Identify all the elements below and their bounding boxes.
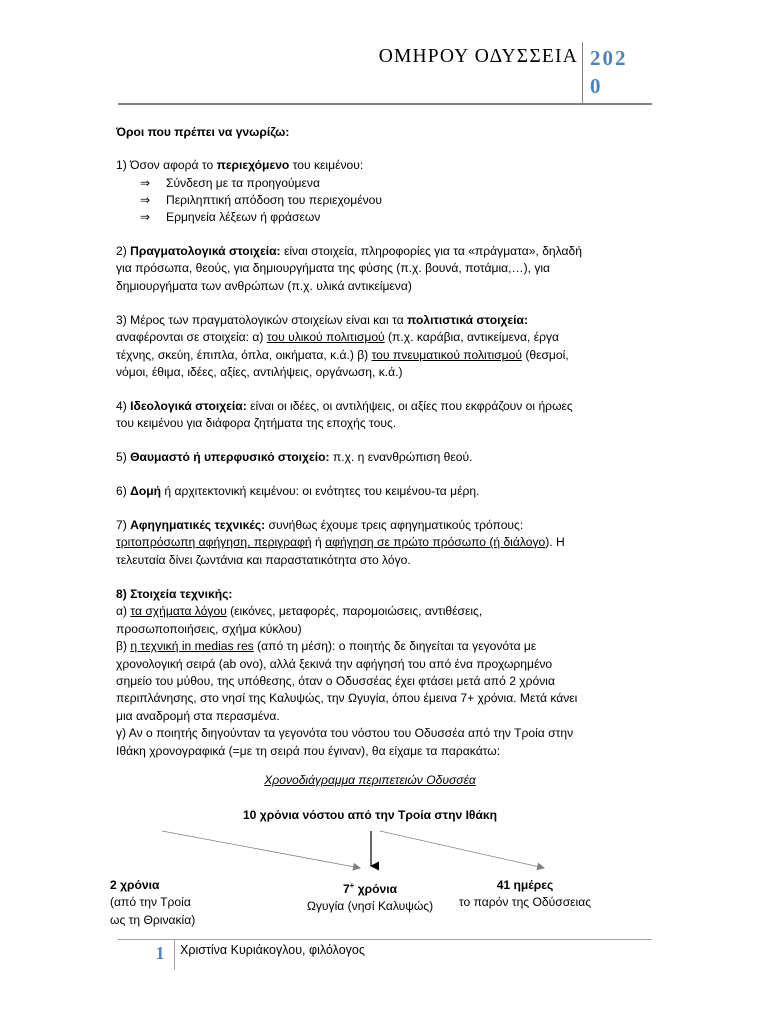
timeline-left: 2 χρόνια (από την Τροία ως τη Θρινακία) <box>110 878 196 927</box>
term-5: 5) Θαυμαστό ή υπερφυσικό στοιχείο: π.χ. η ενανθρώπιση θεού. <box>116 450 473 464</box>
footer-rule <box>118 939 652 940</box>
bullet-item: ⇒ Σύνδεση με τα προηγούμενα <box>140 175 320 192</box>
term-3: 3) Μέρος των πραγματολογικών στοιχείων είναι και τα πολιτιστικά στοιχεία: αναφέρονται σε στοιχεία: α) του υλικού πολιτισμού (π.χ. καράβια, αντικείμενα, έργα τέχνης, σκεύη, έπιπλα, όπλα, οικήματα, κ.ά.) β) του πνευματικού πολιτισμού (θεσμοί, νόμοι, έθιμα, ιδέες, αξίες, αντιλήψεις, οργάνωση, κ.ά.) <box>116 313 569 380</box>
term-1: 1) Όσον αφορά το περιεχόμενο του κειμένου: <box>116 158 364 172</box>
term-2: 2) Πραγματολογικά στοιχεία: είναι στοιχεία, πληροφορίες για τα «πράγματα», δηλαδή για πρόσωπα, θεούς, για δημιουργήματα της φύσης (π.χ. βουνά, ποτάμια,…), για δημιουργήματα των ανθρώπων (π.χ. υλικά αντικείμενα) <box>116 244 582 293</box>
term-8: 8) Στοιχεία τεχνικής: α) τα σχήματα λόγου (εικόνες, μεταφορές, παρομοιώσεις, αντιθέσεις, προσωποποιήσεις, σχήμα κύκλου) β) η τεχνική in medias res (από τη μέση): ο ποιητής δε διηγείται τα γεγονότα με χρονολογική σειρά (ab ovo), αλλά ξεκινά την αφήγησή του από ένα προχωρημένο σημείο του μύθου, της υπόθεσης, όταν ο Οδυσσέας έχει φτάσει μετά από 2 χρόνια περιπλάνησης, στο νησί της Καλυψώς, την Ωγυγία, όπου έμεινα 7+ χρόνια. Μετά κάνει μια αναδρομή στα περασμένα. γ) Αν ο ποιητής διηγούνταν τα γεγονότα του νόστου του Οδυσσέα από την Τροία στην Ιθάκη χρονογραφικά (=με τη σειρά που έγιναν), θα είχαμε τα παρακάτω: <box>116 587 578 758</box>
bullet-item: ⇒ Περιληπτική απόδοση του περιεχομένου <box>140 192 382 209</box>
footer-divider <box>174 940 175 970</box>
page-number: 1 <box>155 943 165 963</box>
footer-author: Χριστίνα Κυριάκογλου, φιλόλογος <box>180 943 365 957</box>
term-7: 7) Αφηγηματικές τεχνικές: συνήθως έχουμε τρεις αφηγηματικούς τρόπους: τριτοπρόσωπη αφήγηση, περιγραφή ή αφήγηση σε πρώτο πρόσωπο (ή διάλογο). Η τελευταία δίνει ζωντάνια και παραστατικότητα στο λόγο. <box>116 518 565 567</box>
timeline-center: 7+ χρόνια Ωγυγία (νησί Καλυψώς) <box>306 881 434 914</box>
document-title: ΟΜΗΡΟΥ ΟΔΥΣΣΕΙΑ <box>378 46 578 67</box>
timeline-title: Χρονοδιάγραμμα περιπετειών Οδυσσέα <box>264 773 476 787</box>
arrow-left-to-center <box>162 831 360 868</box>
arrow-icon: ⇒ <box>140 210 151 224</box>
timeline-right: 41 ημέρες το παρόν της Οδύσσειας <box>458 878 592 910</box>
bullet-item: ⇒ Ερμηνεία λέξεων ή φράσεων <box>140 209 320 226</box>
header-year-line2: 0 <box>590 74 603 98</box>
term-4: 4) Ιδεολογικά στοιχεία: είναι οι ιδέες, οι αντιλήψεις, οι αξίες που εκφράζουν οι ήρωες του κειμένου για διάφορα ζητήματα της εποχής τους. <box>116 399 573 431</box>
arrow-center-to-right <box>380 831 544 868</box>
timeline-subtitle: 10 χρόνια νόστου από την Τροία στην Ιθάκη <box>242 808 498 822</box>
section-heading: Όροι που πρέπει να γνωρίζω: <box>116 125 290 139</box>
header-year-line1: 202 <box>590 46 628 70</box>
arrow-icon: ⇒ <box>140 193 151 207</box>
term-6: 6) Δομή ή αρχιτεκτονική κειμένου: οι ενότητες του κειμένου-τα μέρη. <box>116 484 480 498</box>
arrow-icon: ⇒ <box>140 176 151 190</box>
